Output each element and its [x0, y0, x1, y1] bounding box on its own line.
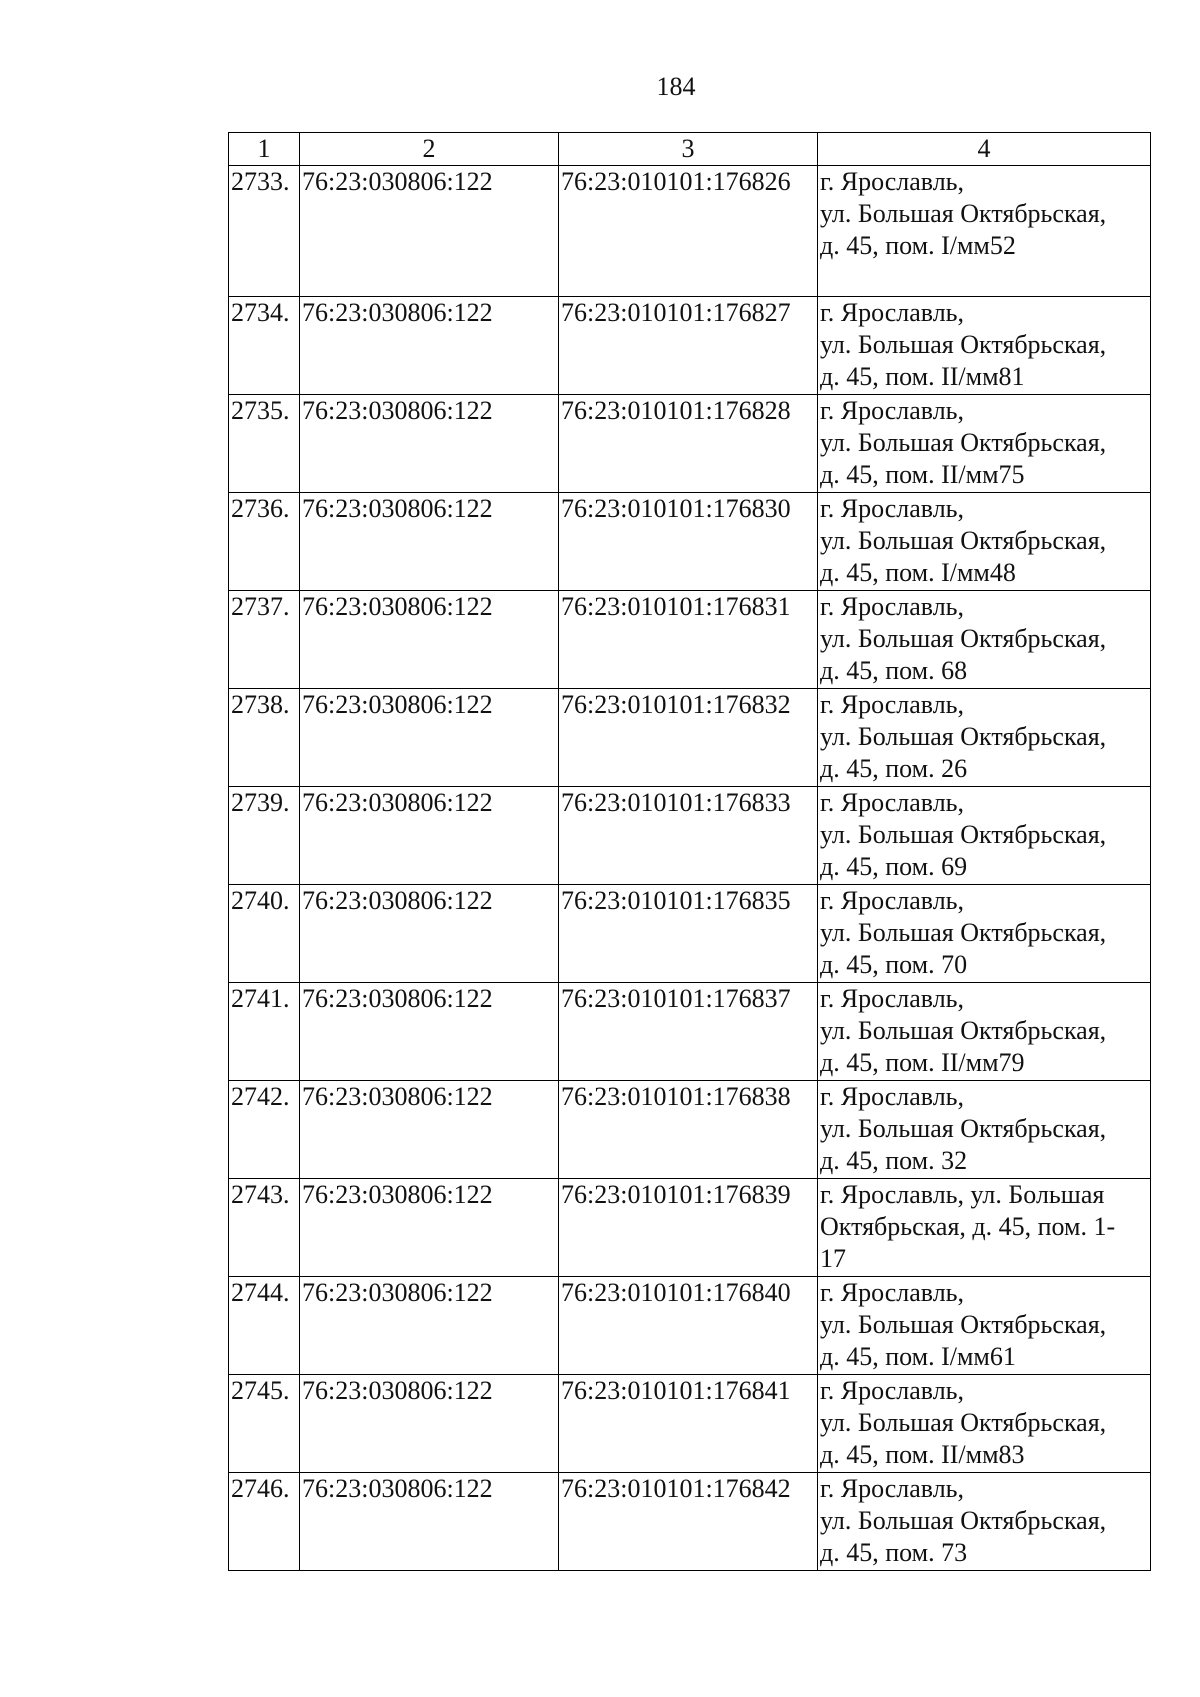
address-cell — [818, 1179, 1151, 1277]
address-line: ул. Большая Октябрьская, — [820, 526, 1107, 555]
row-number-cell: 2742. — [229, 1081, 300, 1179]
table-row — [229, 1277, 1151, 1375]
cadastral-number-cell: 76:23:030806:122 — [300, 689, 559, 787]
row-number-cell: 2746. — [229, 1473, 300, 1571]
address-line: д. 45, пом. 70 — [820, 950, 968, 979]
room-cadastral-number-cell: 76:23:010101:176837 — [559, 983, 818, 1081]
cadastral-number-cell: 76:23:030806:122 — [300, 787, 559, 885]
page-number: 184 — [656, 72, 696, 101]
address-cell — [818, 297, 1151, 395]
address-cell — [818, 591, 1151, 689]
address-cell — [818, 1277, 1151, 1375]
address-cell — [818, 1081, 1151, 1179]
table-row — [229, 1375, 1151, 1473]
row-number-cell: 2741. — [229, 983, 300, 1081]
address-line: г. Ярославль, — [820, 592, 965, 621]
address-line: г. Ярославль, — [820, 494, 965, 523]
row-number-cell: 2735. — [229, 395, 300, 493]
address-line: 17 — [820, 1244, 846, 1273]
row-number-cell: 2737. — [229, 591, 300, 689]
address-line: д. 45, пом. 68 — [820, 656, 968, 685]
cadastral-number-cell: 76:23:030806:122 — [300, 983, 559, 1081]
address-line: г. Ярославль, — [820, 167, 965, 196]
room-cadastral-number-cell: 76:23:010101:176841 — [559, 1375, 818, 1473]
address-line: ул. Большая Октябрьская, — [820, 820, 1107, 849]
address-line: ул. Большая Октябрьская, — [820, 918, 1107, 947]
cadastral-number-cell: 76:23:030806:122 — [300, 493, 559, 591]
address-line: ул. Большая Октябрьская, — [820, 624, 1107, 653]
address-line: ул. Большая Октябрьская, — [820, 722, 1107, 751]
row-number-cell: 2734. — [229, 297, 300, 395]
address-line: г. Ярославль, ул. Большая — [820, 1180, 1105, 1209]
cadastral-number-cell: 76:23:030806:122 — [300, 395, 559, 493]
cadastral-number-cell: 76:23:030806:122 — [300, 1375, 559, 1473]
column-header-3: 3 — [559, 133, 818, 166]
address-line: д. 45, пом. 73 — [820, 1538, 968, 1567]
row-number-cell: 2744. — [229, 1277, 300, 1375]
address-line: д. 45, пом. II/мм75 — [820, 460, 1025, 489]
address-line: ул. Большая Октябрьская, — [820, 1408, 1107, 1437]
address-line: ул. Большая Октябрьская, — [820, 1506, 1107, 1535]
address-line: д. 45, пом. II/мм79 — [820, 1048, 1025, 1077]
cadastral-number-cell: 76:23:030806:122 — [300, 1473, 559, 1571]
row-number-cell: 2740. — [229, 885, 300, 983]
row-number-cell: 2745. — [229, 1375, 300, 1473]
address-line: ул. Большая Октябрьская, — [820, 428, 1107, 457]
cadastral-number-cell: 76:23:030806:122 — [300, 591, 559, 689]
address-cell — [818, 493, 1151, 591]
address-line: г. Ярославль, — [820, 1474, 965, 1503]
table-row — [229, 1081, 1151, 1179]
cadastral-number-cell: 76:23:030806:122 — [300, 1277, 559, 1375]
table-row — [229, 1179, 1151, 1277]
cadastral-number-cell: 76:23:030806:122 — [300, 1179, 559, 1277]
address-line: ул. Большая Октябрьская, — [820, 330, 1107, 359]
address-line: г. Ярославль, — [820, 298, 965, 327]
table-row — [229, 297, 1151, 395]
address-cell — [818, 787, 1151, 885]
address-line: Октябрьская, д. 45, пом. 1- — [820, 1212, 1116, 1241]
property-table — [228, 132, 1151, 1571]
column-header-4: 4 — [818, 133, 1151, 166]
room-cadastral-number-cell: 76:23:010101:176842 — [559, 1473, 818, 1571]
address-line: ул. Большая Октябрьская, — [820, 1114, 1107, 1143]
address-line: д. 45, пом. 69 — [820, 852, 968, 881]
address-line: ул. Большая Октябрьская, — [820, 1310, 1107, 1339]
address-cell — [818, 689, 1151, 787]
room-cadastral-number-cell: 76:23:010101:176827 — [559, 297, 818, 395]
address-line: г. Ярославль, — [820, 984, 965, 1013]
row-number-cell: 2736. — [229, 493, 300, 591]
table-row — [229, 983, 1151, 1081]
table-row — [229, 166, 1151, 297]
room-cadastral-number-cell: 76:23:010101:176828 — [559, 395, 818, 493]
address-cell — [818, 1473, 1151, 1571]
row-number-cell: 2733. — [229, 166, 300, 297]
room-cadastral-number-cell: 76:23:010101:176826 — [559, 166, 818, 297]
address-line: г. Ярославль, — [820, 886, 965, 915]
address-line: д. 45, пом. 32 — [820, 1146, 968, 1175]
table-row — [229, 395, 1151, 493]
address-cell — [818, 983, 1151, 1081]
table-row — [229, 493, 1151, 591]
address-line: д. 45, пом. 26 — [820, 754, 968, 783]
row-number-cell: 2743. — [229, 1179, 300, 1277]
table-row — [229, 591, 1151, 689]
cadastral-number-cell: 76:23:030806:122 — [300, 166, 559, 297]
address-cell — [818, 885, 1151, 983]
table-row — [229, 787, 1151, 885]
room-cadastral-number-cell: 76:23:010101:176833 — [559, 787, 818, 885]
address-line: д. 45, пом. I/мм48 — [820, 558, 1016, 587]
room-cadastral-number-cell: 76:23:010101:176839 — [559, 1179, 818, 1277]
cadastral-number-cell: 76:23:030806:122 — [300, 297, 559, 395]
table-row — [229, 885, 1151, 983]
address-line: д. 45, пом. II/мм83 — [820, 1440, 1025, 1469]
address-line: ул. Большая Октябрьская, — [820, 1016, 1107, 1045]
address-cell — [818, 1375, 1151, 1473]
address-line: ул. Большая Октябрьская, — [820, 199, 1107, 228]
address-line: д. 45, пом. I/мм61 — [820, 1342, 1016, 1371]
address-cell — [818, 166, 1151, 297]
address-line: г. Ярославль, — [820, 788, 965, 817]
table-row — [229, 1473, 1151, 1571]
room-cadastral-number-cell: 76:23:010101:176835 — [559, 885, 818, 983]
address-line: г. Ярославль, — [820, 1082, 965, 1111]
address-line: г. Ярославль, — [820, 1278, 965, 1307]
cadastral-number-cell: 76:23:030806:122 — [300, 1081, 559, 1179]
room-cadastral-number-cell: 76:23:010101:176831 — [559, 591, 818, 689]
address-line: г. Ярославль, — [820, 690, 965, 719]
table-row — [229, 689, 1151, 787]
table-body — [229, 166, 1151, 1571]
address-cell — [818, 395, 1151, 493]
address-line: д. 45, пом. I/мм52 — [820, 231, 1016, 260]
column-header-2: 2 — [300, 133, 559, 166]
room-cadastral-number-cell: 76:23:010101:176830 — [559, 493, 818, 591]
address-line: г. Ярославль, — [820, 1376, 965, 1405]
row-number-cell: 2738. — [229, 689, 300, 787]
cadastral-number-cell: 76:23:030806:122 — [300, 885, 559, 983]
room-cadastral-number-cell: 76:23:010101:176840 — [559, 1277, 818, 1375]
row-number-cell: 2739. — [229, 787, 300, 885]
header-row — [229, 133, 1151, 166]
room-cadastral-number-cell: 76:23:010101:176832 — [559, 689, 818, 787]
address-line: г. Ярославль, — [820, 396, 965, 425]
address-line: д. 45, пом. II/мм81 — [820, 362, 1025, 391]
column-header-1: 1 — [229, 133, 300, 166]
room-cadastral-number-cell: 76:23:010101:176838 — [559, 1081, 818, 1179]
